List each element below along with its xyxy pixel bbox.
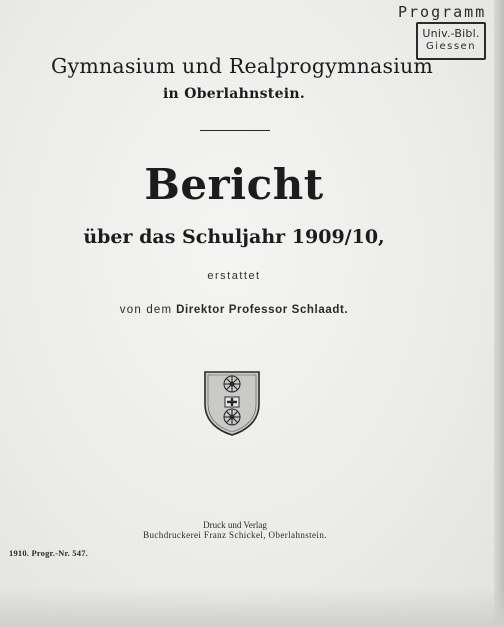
erstattet-label: erstattet	[207, 270, 261, 282]
school-town: in Oberlahnstein.	[162, 86, 306, 102]
coat-of-arms-icon	[203, 370, 261, 436]
programm-stamp: Programm	[398, 3, 487, 21]
imprint-line1: Druck und Verlag	[203, 520, 267, 530]
library-stamp-line2: Giessen	[425, 41, 477, 52]
author-prefix: von dem	[119, 304, 173, 316]
page-edge-shadow	[494, 0, 504, 627]
page-bottom-shadow	[0, 587, 504, 627]
library-stamp-line1: Univ.-Bibl.	[422, 27, 480, 40]
report-subtitle: über das Schuljahr 1909/10,	[83, 226, 385, 248]
author-line	[0, 304, 486, 316]
imprint-line2: Buchdruckerei Franz Schickel, Oberlahnstein.	[143, 530, 327, 540]
school-name: Gymnasium und Realprogymnasium	[51, 54, 433, 78]
author-name: Direktor Professor Schlaadt.	[176, 304, 349, 316]
report-title: Bericht	[144, 160, 324, 209]
program-number: 1910. Progr.-Nr. 547.	[9, 548, 88, 558]
divider-rule	[200, 130, 270, 131]
